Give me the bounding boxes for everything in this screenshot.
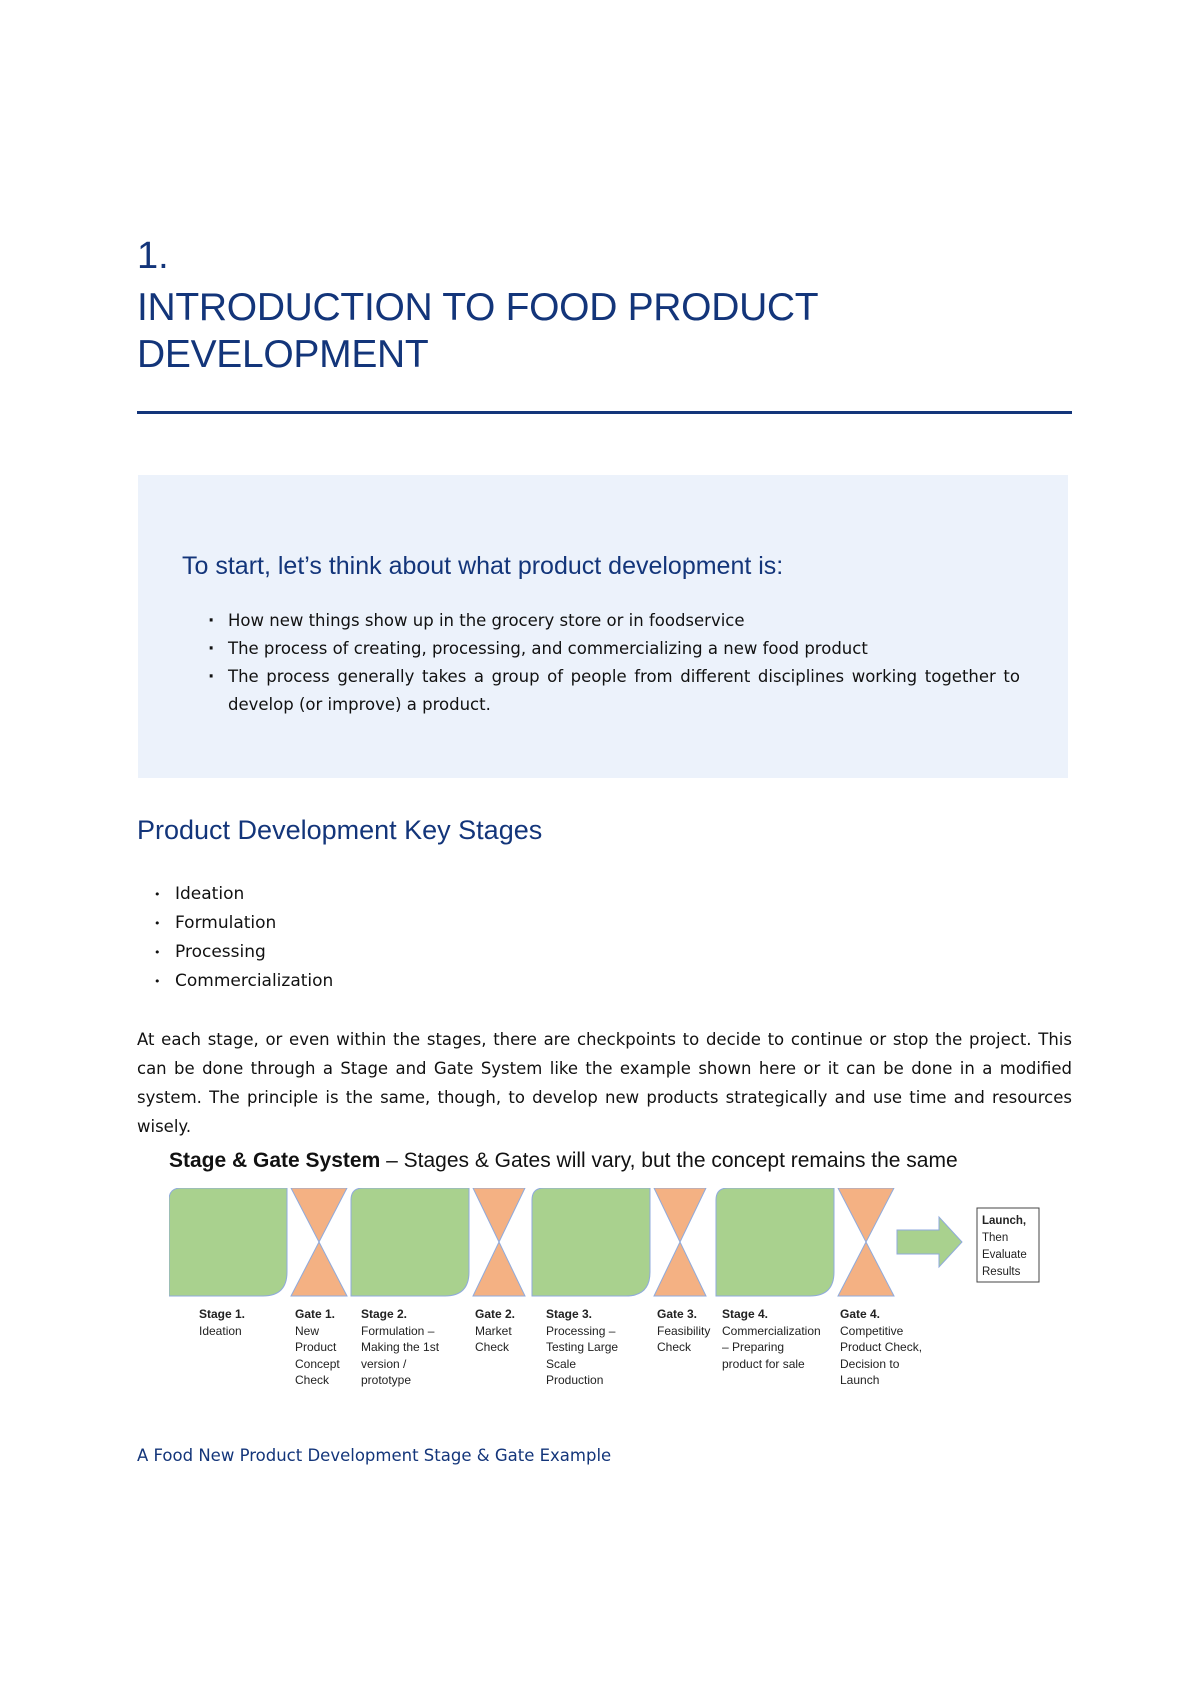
stage-3-shape: [532, 1188, 650, 1296]
stage-3-label: [546, 1306, 618, 1389]
gate-3-label: [657, 1306, 710, 1356]
launch-box-line: Then: [982, 1232, 1009, 1244]
key-stages-list: [154, 880, 333, 996]
callout-list-item: · How new things show up in the grocery store or in foodservice: [208, 607, 1020, 635]
label-line: Ideation: [199, 1323, 242, 1338]
gate-3-shape: [654, 1188, 706, 1296]
label-line: Feasibility: [657, 1323, 711, 1338]
list-item: • Processing: [154, 938, 333, 967]
gate-1-shape: [291, 1188, 347, 1296]
figure-caption: A Food New Product Development Stage & Gate Example: [137, 1446, 612, 1465]
label-line: Making the 1st: [361, 1340, 440, 1354]
label-line: Concept: [295, 1356, 340, 1371]
gate-2-label: [475, 1306, 515, 1356]
label-line: Production: [546, 1373, 604, 1387]
callout-list-item: · The process generally takes a group of people from different disciplines working together to develop (or improve) a product.: [208, 663, 1020, 719]
label-line: Commercialization: [722, 1323, 821, 1338]
label-line: Check: [295, 1373, 330, 1387]
label-line: Launch: [840, 1373, 880, 1387]
stage-gate-figure: [169, 1140, 1049, 1400]
stage-gate-diagram: [169, 1188, 1049, 1300]
gate-2-shape: [473, 1188, 525, 1296]
label-heading: Gate 4.: [840, 1307, 881, 1321]
figure-title-rest: – Stages & Gates will vary, but the concept remains the same: [380, 1149, 958, 1172]
title-divider: [137, 411, 1072, 414]
label-heading: Gate 3.: [657, 1307, 698, 1321]
gate-4-label: [840, 1306, 922, 1389]
label-line: Scale: [546, 1356, 577, 1371]
label-line: Check: [475, 1340, 510, 1354]
gate-1-label: [295, 1306, 340, 1389]
label-heading: Stage 1.: [199, 1307, 246, 1321]
callout-list: [208, 607, 1020, 719]
launch-box-line: Evaluate: [982, 1249, 1027, 1261]
label-line: prototype: [361, 1373, 412, 1387]
stage-4-label: [722, 1306, 821, 1372]
label-line: Competitive: [840, 1323, 904, 1338]
label-line: version /: [361, 1356, 407, 1371]
label-line: Check: [657, 1340, 692, 1354]
stage-1-label: [199, 1306, 245, 1339]
label-line: Processing –: [546, 1323, 616, 1338]
callout-list-item: · The process of creating, processing, and commercializing a new food product: [208, 635, 1020, 663]
launch-arrow-shape: [897, 1217, 962, 1267]
stage-1-shape: [169, 1188, 287, 1296]
launch-box-line: Results: [982, 1266, 1021, 1278]
label-heading: Gate 1.: [295, 1307, 336, 1321]
label-line: New: [295, 1323, 320, 1338]
label-line: Decision to: [840, 1356, 900, 1371]
label-line: Market: [475, 1323, 512, 1338]
body-paragraph: At each stage, or even within the stages, there are checkpoints to decide to continue or stop the project. This can be done through a Stage and Gate System like the example shown here or it can be done in a modified system. The principle is the same, though, to develop new products strategically and use time and resources wisely.: [137, 1030, 1072, 1136]
label-line: – Preparing: [722, 1340, 785, 1354]
label-heading: Stage 4.: [722, 1307, 769, 1321]
label-line: Testing Large: [546, 1340, 619, 1354]
section-title: Product Development Key Stages: [137, 815, 543, 845]
stage-4-shape: [716, 1188, 834, 1296]
stage-2-label: [361, 1306, 439, 1389]
label-line: Product Check,: [840, 1340, 923, 1354]
intro-callout-box: [138, 475, 1068, 778]
chapter-title: INTRODUCTION TO FOOD PRODUCT DEVELOPMENT: [137, 286, 818, 376]
figure-title: [169, 1149, 958, 1173]
gate-4-shape: [838, 1188, 894, 1296]
callout-title: To start, let’s think about what product development is:: [182, 552, 784, 580]
chapter-number: 1.: [137, 235, 169, 277]
figure-title-strong: Stage & Gate System: [169, 1149, 381, 1172]
launch-box-line: Launch,: [982, 1215, 1027, 1227]
list-item: • Formulation: [154, 909, 333, 938]
label-heading: Gate 2.: [475, 1307, 516, 1321]
list-item: • Commercialization: [154, 967, 333, 996]
label-heading: Stage 2.: [361, 1307, 408, 1321]
stage-2-shape: [351, 1188, 469, 1296]
label-line: Formulation –: [361, 1323, 435, 1338]
label-line: Product: [295, 1340, 337, 1354]
label-heading: Stage 3.: [546, 1307, 593, 1321]
label-line: product for sale: [722, 1356, 805, 1371]
list-item: • Ideation: [154, 880, 333, 909]
